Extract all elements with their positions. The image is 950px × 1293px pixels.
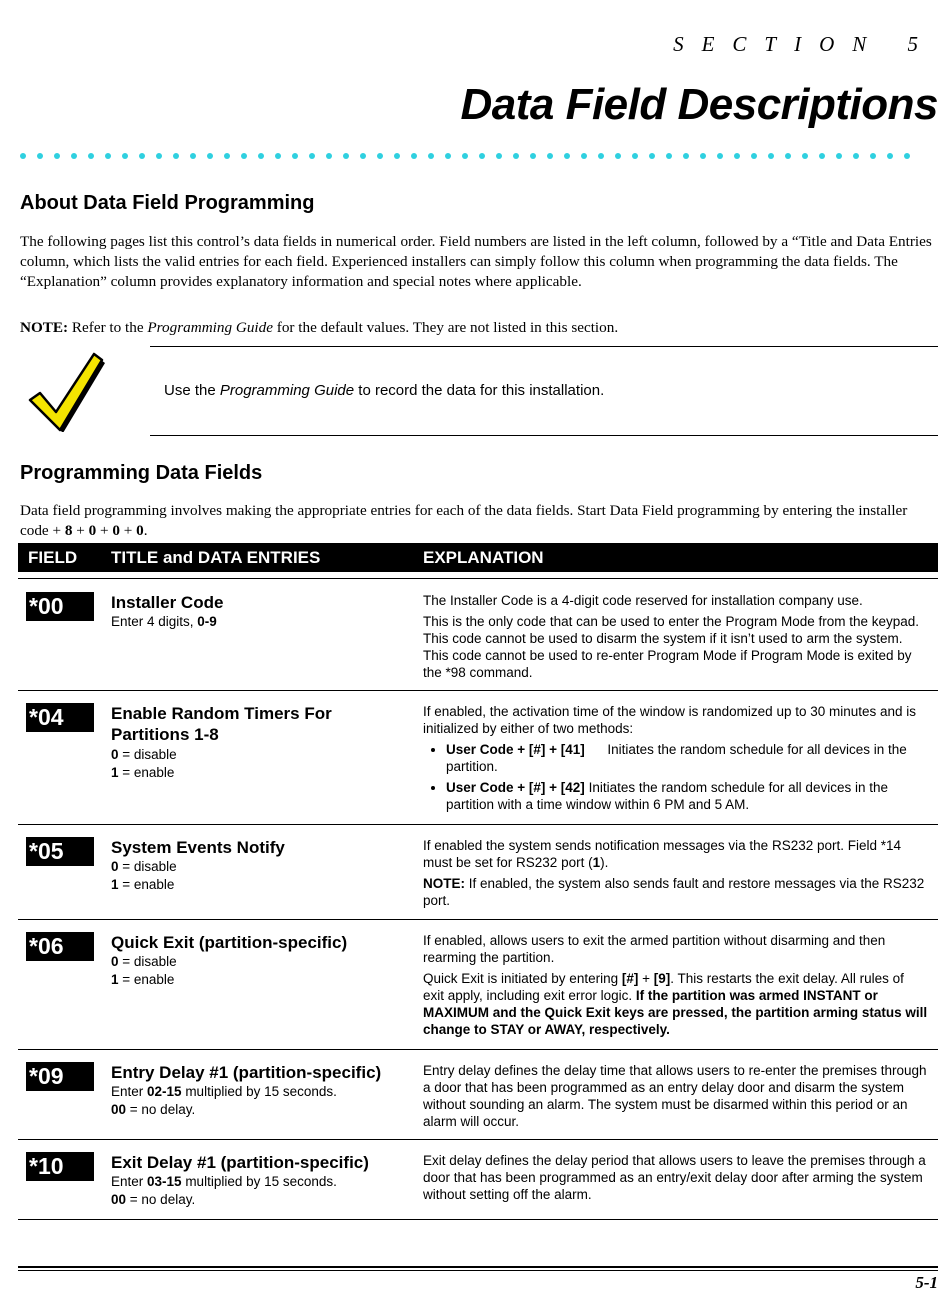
field-explanation (423, 703, 928, 817)
dotted-divider (20, 150, 910, 162)
entry-value: 02-15 (147, 1084, 182, 1099)
field-title: Quick Exit (partition-specific) (111, 933, 348, 952)
entry-text: = no delay. (126, 1102, 196, 1117)
divider-dot (445, 153, 451, 159)
callout-text-italic: Programming Guide (219, 382, 355, 399)
explanation-paragraph: The Installer Code is a 4-digit code reserved for installation company use. (423, 593, 863, 608)
divider-dot (156, 153, 162, 159)
divider-dot (462, 153, 468, 159)
about-paragraph (20, 232, 935, 292)
note-label: NOTE: (20, 319, 69, 336)
table-header (18, 543, 938, 572)
explanation-paragraph: If enabled, allows users to exit the armed partition without disarming and then rearming the partition. (423, 933, 886, 965)
entry-value: 1 (111, 765, 119, 780)
field-number: *00 (26, 592, 94, 621)
seq-key: 0 (136, 522, 144, 539)
about-note (20, 318, 935, 338)
explanation-paragraph: If enabled, the activation time of the window is randomized up to 30 minutes and is initialized by either of two methods: (423, 704, 917, 736)
callout-text (164, 382, 604, 399)
programming-heading: Programming Data Fields (20, 462, 263, 484)
field-explanation (423, 1062, 928, 1134)
note-label: NOTE: (423, 876, 465, 891)
entry-value: 0 (111, 954, 119, 969)
divider-dot (71, 153, 77, 159)
field-entries (111, 746, 411, 782)
field-entries (111, 613, 411, 631)
entry-text: Enter (111, 1174, 148, 1189)
field-number: *06 (26, 932, 94, 961)
field-entries (111, 1173, 411, 1209)
explanation-paragraph: Entry delay defines the delay time that allows users to re-enter the premises through a door that has been programmed as an entry delay door and disarm the system without sounding an alarm. The system must be disarmed within this period or an alarm will occur. (423, 1063, 927, 1129)
divider-dot (54, 153, 60, 159)
divider-dot (326, 153, 332, 159)
divider-dot (241, 153, 247, 159)
table-row (18, 825, 938, 920)
section-label: SECTION 5 (673, 32, 936, 56)
explanation-text: If enabled the system sends notification messages via the RS232 port. Field *14 must be set for RS232 port ( (423, 838, 902, 870)
entry-text: Enter 4 digits, (111, 614, 198, 629)
divider-dot (751, 153, 757, 159)
checkmark-icon (26, 350, 106, 432)
divider-dot (343, 153, 349, 159)
entry-text: = enable (118, 765, 175, 780)
field-explanation (423, 592, 928, 685)
entry-value: 1 (111, 877, 119, 892)
field-title: Exit Delay #1 (partition-specific) (111, 1153, 369, 1172)
divider-dot (547, 153, 553, 159)
col-header-explanation: EXPLANATION (423, 548, 544, 567)
explanation-paragraph (423, 837, 928, 871)
explanation-text: + (642, 971, 651, 986)
divider-dot (88, 153, 94, 159)
method-key-sequence: User Code + [#] + [42] (446, 780, 585, 795)
field-title: System Events Notify (111, 838, 285, 857)
explanation-value: 1 (592, 855, 601, 870)
divider-dot (700, 153, 706, 159)
field-number: *05 (26, 837, 94, 866)
callout-text-post: to record the data for this installation. (358, 382, 605, 399)
col-header-title: TITLE and DATA ENTRIES (111, 548, 321, 567)
entry-text: = enable (118, 877, 175, 892)
divider-dot (887, 153, 893, 159)
divider-dot (190, 153, 196, 159)
entry-text: = disable (118, 954, 177, 969)
entry-text: = disable (118, 859, 177, 874)
entry-value: 0 (111, 859, 119, 874)
about-heading: About Data Field Programming (20, 192, 315, 214)
field-entries (111, 1083, 411, 1119)
field-number: *10 (26, 1152, 94, 1181)
note-text-post: for the default values. They are not listed in this section. (276, 319, 619, 336)
divider-dot (479, 153, 485, 159)
divider-dot (207, 153, 213, 159)
page-number: 5-1 (915, 1273, 938, 1292)
chapter-title: Data Field Descriptions (460, 80, 938, 129)
divider-dot (37, 153, 43, 159)
divider-dot (819, 153, 825, 159)
divider-dot (530, 153, 536, 159)
entry-text: = disable (118, 747, 177, 762)
divider-dot (173, 153, 179, 159)
explanation-text: . This restarts the exit delay. All rules of exit apply, including exit error logic. (423, 971, 904, 1003)
divider-dot (836, 153, 842, 159)
divider-dot (785, 153, 791, 159)
entry-text: = enable (118, 972, 175, 987)
explanation-paragraph (423, 970, 928, 1038)
note-text: If enabled, the system also sends fault and restore messages via the RS232 port. (423, 876, 925, 908)
entry-text: = no delay. (126, 1192, 196, 1207)
field-explanation (423, 837, 928, 913)
seq-key: 0 (112, 522, 120, 539)
divider-dot (428, 153, 434, 159)
seq-key: 0 (88, 522, 97, 539)
programming-paragraph: Data field programming involves making the appropriate entries for each of the data fields. Start Data Field programming by entering the installer code + 8 + 0 + 0 + 0. (20, 502, 908, 539)
field-title: Installer Code (111, 593, 224, 612)
divider-dot (139, 153, 145, 159)
explanation-paragraph: Exit delay defines the delay period that allows users to leave the premises through a door that has been programmed as an entry/exit delay door after arming the system without setting off the alarm. (423, 1153, 926, 1202)
explanation-list (423, 741, 928, 813)
key-label: [9] (653, 971, 671, 986)
divider-dot (870, 153, 876, 159)
divider-dot (309, 153, 315, 159)
seq-key: 8 (64, 522, 73, 539)
divider-dot (649, 153, 655, 159)
field-explanation (423, 1152, 928, 1207)
field-number: *04 (26, 703, 94, 732)
explanation-text: ). (600, 855, 609, 870)
divider-dot (122, 153, 128, 159)
divider-dot (20, 153, 26, 159)
divider-dot (734, 153, 740, 159)
explanation-text: Quick Exit is initiated by entering (423, 971, 619, 986)
divider-dot (377, 153, 383, 159)
list-item (446, 779, 928, 813)
explanation-note (423, 875, 928, 909)
divider-dot (564, 153, 570, 159)
divider-dot (496, 153, 502, 159)
divider-dot (768, 153, 774, 159)
divider-dot (258, 153, 264, 159)
table-row (18, 691, 938, 825)
entry-text: Enter (111, 1084, 148, 1099)
about-paragraph-text: The following pages list this control’s data fields in numerical order. Field numbers are listed in the left column, followed by a “Title and Data Entries column, which lists the valid entries for each field. Experienced installers can simply follow this column when programming the data fields. The “Explanation” column provides explanatory information and special notes where applicable. (20, 233, 932, 290)
entry-text: multiplied by 15 seconds. (181, 1084, 337, 1099)
field-number: *09 (26, 1062, 94, 1091)
divider-dot (292, 153, 298, 159)
divider-dot (666, 153, 672, 159)
field-entries (111, 858, 411, 894)
divider-dot (598, 153, 604, 159)
divider-dot (394, 153, 400, 159)
divider-dot (802, 153, 808, 159)
note-text-pre: Refer to the (71, 319, 144, 336)
divider-dot (717, 153, 723, 159)
field-title: Enable Random Timers For Partitions 1-8 (111, 704, 332, 744)
entry-value: 0 (111, 747, 119, 762)
divider-dot (615, 153, 621, 159)
callout-box (150, 346, 938, 436)
entry-value: 00 (111, 1192, 127, 1207)
method-description: Initiates the random schedule for all devices in the partition. (446, 742, 907, 774)
divider-dot (853, 153, 859, 159)
list-item (446, 741, 928, 775)
table-row (18, 1140, 938, 1220)
entry-value: 1 (111, 972, 119, 987)
key-label: [#] (621, 971, 639, 986)
explanation-paragraph: This is the only code that can be used to enter the Program Mode from the keypad. This code cannot be used to disarm the system if it isn’t used to arm the system. This code cannot be used to re-enter Program Mode if Program Mode is exited by the *98 command. (423, 614, 920, 680)
entry-value: 00 (111, 1102, 127, 1117)
method-key-sequence: User Code + [#] + [41] (446, 742, 585, 757)
divider-dot (581, 153, 587, 159)
col-header-field: FIELD (28, 548, 78, 567)
footer-rule (18, 1270, 938, 1271)
entry-value: 03-15 (147, 1174, 182, 1189)
table-row (18, 1050, 938, 1140)
field-entries (111, 953, 411, 989)
method-description: Initiates the random schedule for all devices in the partition with a time window within 6 PM and 5 AM. (446, 780, 888, 812)
entry-value: 0-9 (197, 614, 217, 629)
callout-text-pre: Use the (164, 382, 216, 399)
programming-paragraph-text: Data field programming involves making the appropriate entries for each of the data fields. Start Data Field programming by entering the installer code + (20, 502, 908, 539)
divider-dot (513, 153, 519, 159)
explanation-emphasis: If the partition was armed INSTANT or MAXIMUM and the Quick Exit keys are pressed, the partition arming status will change to STAY or AWAY, respectively. (423, 988, 928, 1037)
table-row (18, 579, 938, 691)
divider-dot (683, 153, 689, 159)
footer-rule (18, 1266, 938, 1268)
divider-dot (105, 153, 111, 159)
table-row (18, 920, 938, 1050)
divider-dot (224, 153, 230, 159)
entry-text: multiplied by 15 seconds. (181, 1174, 337, 1189)
divider-dot (904, 153, 910, 159)
divider-dot (411, 153, 417, 159)
divider-dot (360, 153, 366, 159)
note-text-italic: Programming Guide (147, 319, 273, 336)
field-title: Entry Delay #1 (partition-specific) (111, 1063, 382, 1082)
divider-dot (275, 153, 281, 159)
divider-dot (632, 153, 638, 159)
field-explanation (423, 932, 928, 1042)
